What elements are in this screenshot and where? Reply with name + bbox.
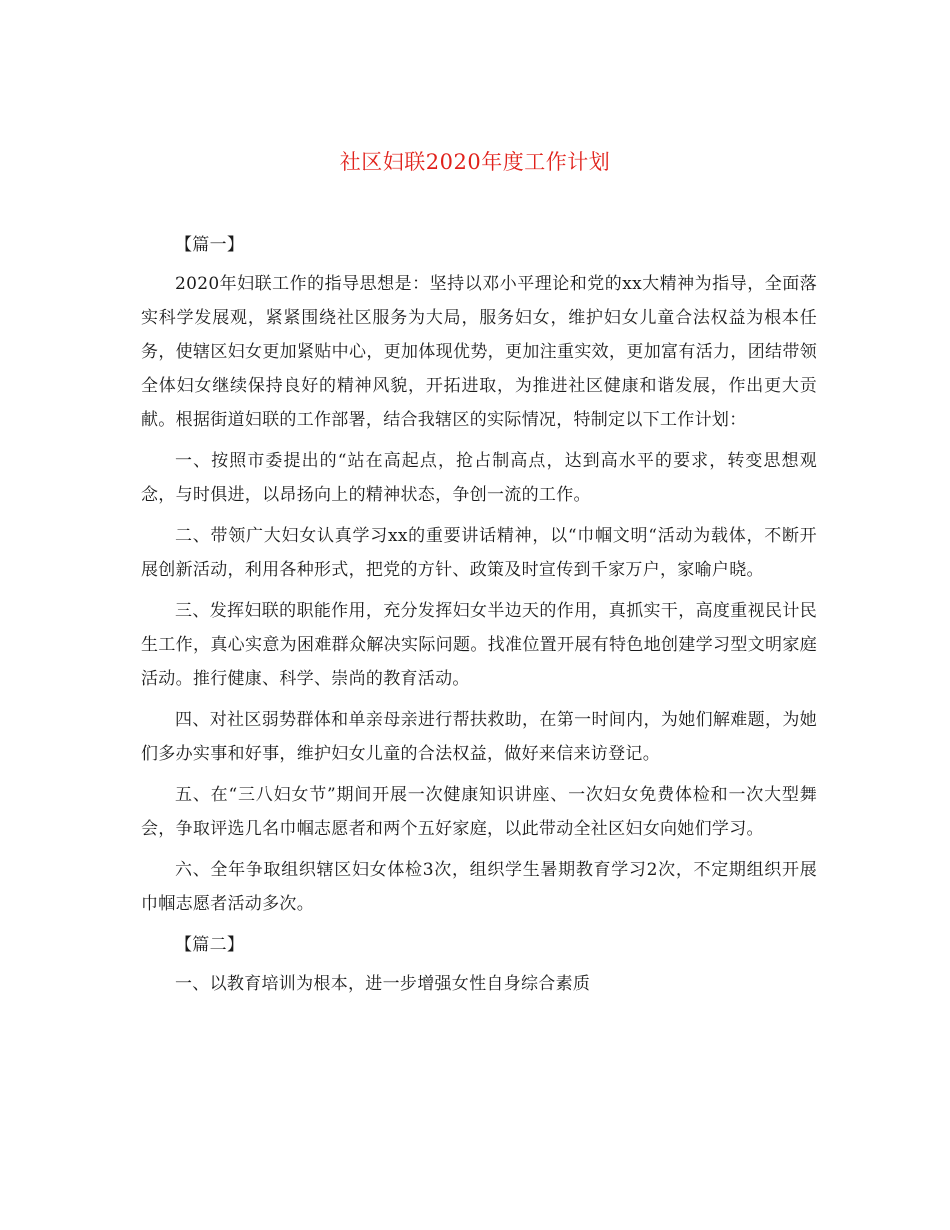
section-heading-2: 【篇二】 (175, 935, 245, 955)
paragraph-item-2: 二、带领广大妇女认真学习xx的重要讲话精神，以“巾帼文明“活动为载体，不断开展创新活动，利用各种形式，把党的方针、政策及时宣传到千家万户，家喻户晓。 (141, 526, 817, 580)
section-heading-1: 【篇一】 (175, 235, 245, 255)
document-title: 社区妇联2020年度工作计划 (339, 150, 611, 174)
paragraph-item-5: 五、在“三八妇女节”期间开展一次健康知识讲座、一次妇女免费体检和一次大型舞会，争取评选几名巾帼志愿者和两个五好家庭，以此带动全社区妇女向她们学习。 (141, 785, 817, 839)
paragraph-section2-item-1: 一、以教育培训为根本，进一步增强女性自身综合素质 (175, 974, 591, 994)
paragraph-item-6: 六、全年争取组织辖区妇女体检3次，组织学生暑期教育学习2次，不定期组织开展巾帼志愿者活动多次。 (141, 860, 817, 914)
paragraph-guiding-ideology: 2020年妇联工作的指导思想是：坚持以邓小平理论和党的xx大精神为指导，全面落实科学发展观，紧紧围绕社区服务为大局，服务妇女，维护妇女儿童合法权益为根本任务，使辖区妇女更加紧贴中心，更加体现优势，更加注重实效，更加富有活力，团结带领全体妇女继续保持良好的精神风貌，开拓进取，为推进社区健康和谐发展，作出更大贡献。根据街道妇联的工作部署，结合我辖区的实际情况，特制定以下工作计划： (141, 274, 817, 430)
document-body (141, 228, 817, 1008)
paragraph-item-1: 一、按照市委提出的“站在高起点，抢占制高点，达到高水平的要求，转变思想观念，与时俱进，以昂扬向上的精神状态，争创一流的工作。 (141, 451, 817, 505)
paragraph-item-4: 四、对社区弱势群体和单亲母亲进行帮扶救助，在第一时间内，为她们解难题，为她们多办实事和好事，维护妇女儿童的合法权益，做好来信来访登记。 (141, 710, 817, 764)
paragraph-item-3: 三、发挥妇联的职能作用，充分发挥妇女半边天的作用，真抓实干，高度重视民计民生工作，真心实意为困难群众解决实际问题。找准位置开展有特色地创建学习型文明家庭活动。推行健康、科学、崇尚的教育活动。 (141, 601, 817, 689)
